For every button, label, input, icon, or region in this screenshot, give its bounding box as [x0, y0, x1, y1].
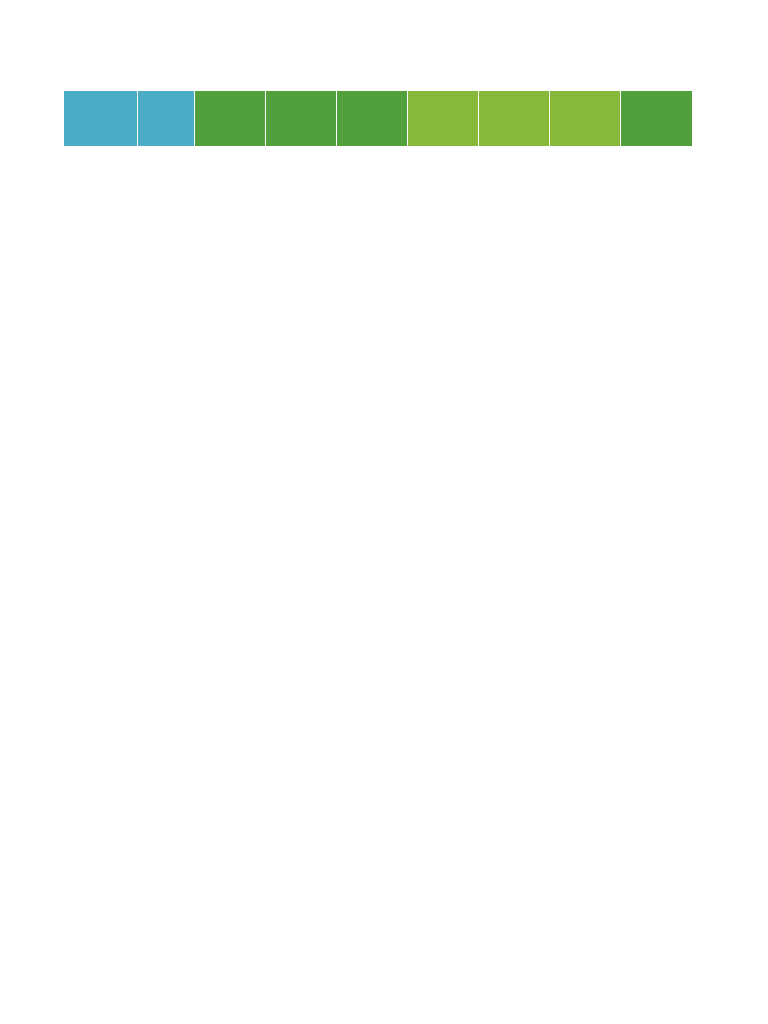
- header-month[interactable]: [194, 91, 265, 146]
- header-projected[interactable]: [478, 91, 549, 146]
- header-row: [64, 91, 692, 146]
- header-client[interactable]: [64, 91, 137, 146]
- header-cost[interactable]: [549, 91, 620, 146]
- header-revenue[interactable]: [620, 91, 692, 146]
- sales-table: [64, 91, 693, 146]
- header-sales[interactable]: [407, 91, 478, 146]
- header-quarter[interactable]: [265, 91, 336, 146]
- header-date-of-sale[interactable]: [137, 91, 194, 146]
- header-year[interactable]: [336, 91, 407, 146]
